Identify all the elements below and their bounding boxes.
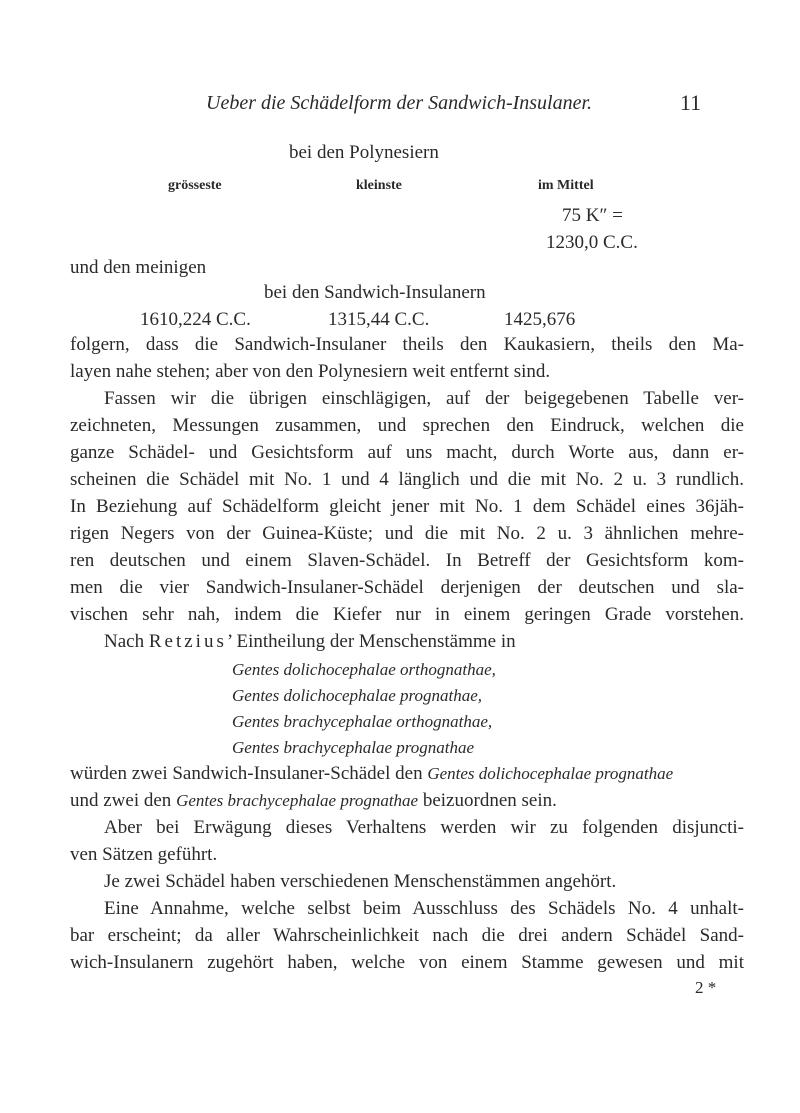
body-text: Nach bbox=[104, 631, 149, 652]
body-text: würden zwei Sandwich-Insulaner-Schädel den bbox=[70, 763, 428, 784]
gentes-item: Gentes brachycephalae prognathae bbox=[232, 738, 475, 757]
running-title: Ueber die Schädelform der Sandwich-Insulaner. bbox=[206, 92, 593, 114]
body-line bbox=[70, 764, 744, 783]
body-line: zeichneten, Messungen zusammen, und sprechen den Eindruck, welchen die bbox=[70, 415, 744, 436]
body-line: Eine Annahme, welche selbst beim Ausschluss des Schädels No. 4 unhalt- bbox=[104, 898, 744, 919]
body-line bbox=[70, 632, 744, 651]
body-line: Aber bei Erwägung dieses Verhaltens werden wir zu folgenden disjuncti- bbox=[104, 817, 744, 838]
body-text: ’ Eintheilung der Menschenstämme in bbox=[226, 631, 516, 652]
body-line: Je zwei Schädel haben verschiedenen Menschenstämmen angehört. bbox=[104, 871, 617, 892]
body-line: wich-Insulanern zugehört haben, welche von einem Stamme gewesen und mit bbox=[70, 952, 744, 973]
polynesier-heading: bei den Polynesiern bbox=[289, 142, 439, 163]
body-line: Fassen wir die übrigen einschlägigen, auf der beigegebenen Tabelle ver- bbox=[104, 388, 744, 409]
page-number: 11 bbox=[680, 90, 702, 115]
body-line: vischen sehr nah, indem die Kiefer nur in einem geringen Grade vorstehen. bbox=[70, 604, 744, 625]
column-mean-label: im Mittel bbox=[538, 178, 594, 193]
body-line: layen nahe stehen; aber von den Polynesiern weit entfernt sind. bbox=[70, 361, 551, 382]
body-line: folgern, dass die Sandwich-Insulaner theils den Kaukasiern, theils den Ma- bbox=[70, 334, 744, 355]
gentes-item: Gentes brachycephalae orthognathae, bbox=[232, 712, 493, 731]
polynesier-mean-value: 1230,0 C.C. bbox=[546, 232, 638, 253]
column-max-label: grösseste bbox=[168, 178, 222, 193]
body-line: ren deutschen und einem Slaven-Schädel. In Betreff der Gesichtsform kom- bbox=[70, 550, 744, 571]
body-text: beizuordnen sein. bbox=[418, 790, 557, 811]
sandwich-max-value: 1610,224 C.C. bbox=[140, 309, 251, 330]
sandwich-min-value: 1315,44 C.C. bbox=[328, 309, 430, 330]
author-name: Retzius bbox=[148, 631, 227, 652]
body-italic: Gentes dolichocephalae prognathae bbox=[427, 764, 674, 783]
polynesier-mean-formula: 75 K″ = bbox=[562, 205, 623, 226]
body-line: ven Sätzen geführt. bbox=[70, 844, 218, 865]
column-min-label: kleinste bbox=[356, 178, 402, 193]
body-line bbox=[70, 791, 744, 810]
body-line: men die vier Sandwich-Insulaner-Schädel derjenigen der deutschen und sla- bbox=[70, 577, 744, 598]
signature-mark: 2 * bbox=[695, 978, 717, 997]
body-line: scheinen die Schädel mit No. 1 und 4 länglich und die mit No. 2 u. 3 rundlich. bbox=[70, 469, 744, 490]
body-italic: Gentes brachycephalae prognathae bbox=[176, 791, 419, 810]
meinigen-line: und den meinigen bbox=[70, 257, 207, 278]
gentes-item: Gentes dolichocephalae orthognathae, bbox=[232, 660, 496, 679]
body-line: ganze Schädel- und Gesichtsform auf uns macht, durch Worte aus, dann er- bbox=[70, 442, 744, 463]
sandwich-mean-value: 1425,676 bbox=[504, 309, 576, 330]
body-line: rigen Negers von der Guinea-Küste; und die mit No. 2 u. 3 ähnlichen mehre- bbox=[70, 523, 744, 544]
body-line: In Beziehung auf Schädelform gleicht jener mit No. 1 dem Schädel eines 36jäh- bbox=[70, 496, 744, 517]
sandwich-heading: bei den Sandwich-Insulanern bbox=[264, 282, 486, 303]
body-line: bar erscheint; da aller Wahrscheinlichkeit nach die drei andern Schädel Sand- bbox=[70, 925, 744, 946]
gentes-item: Gentes dolichocephalae prognathae, bbox=[232, 686, 483, 705]
body-text: und zwei den bbox=[70, 790, 177, 811]
